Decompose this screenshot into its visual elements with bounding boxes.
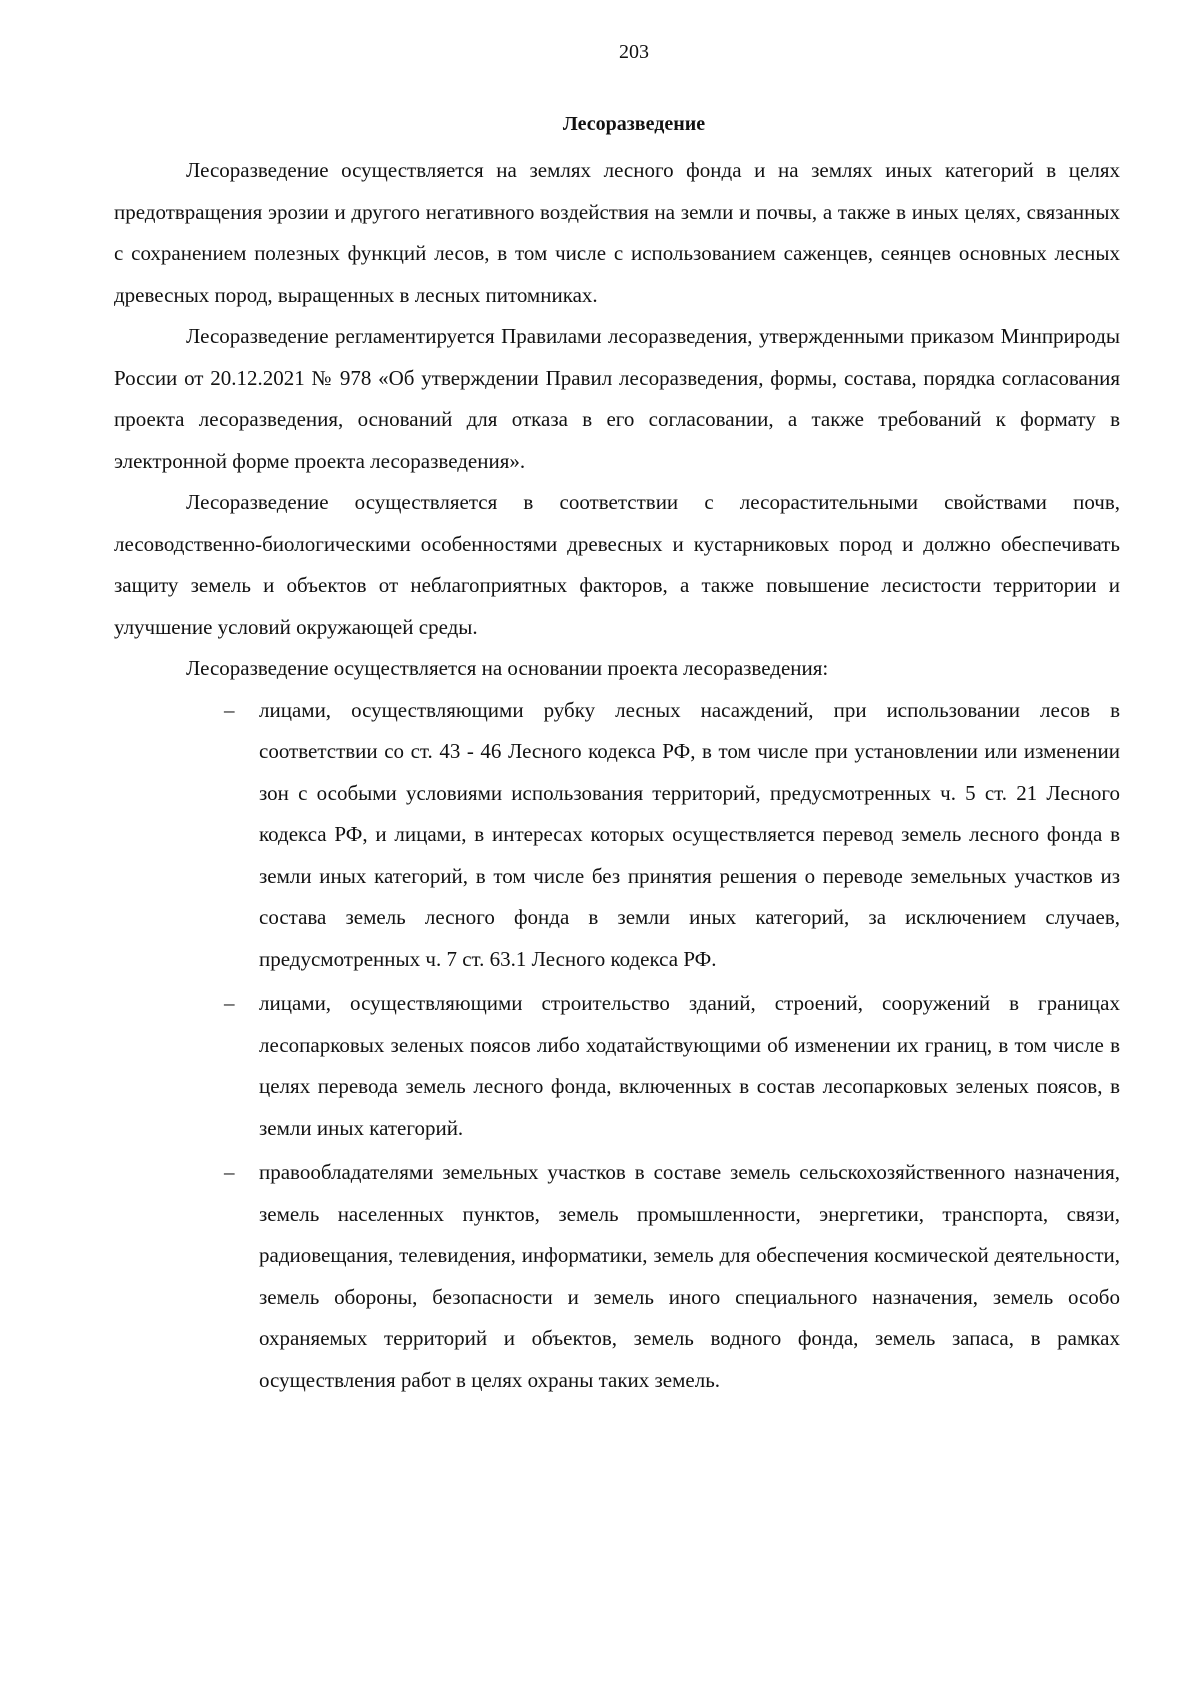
paragraph: Лесоразведение регламентируется Правилами лесоразведения, утвержденными приказом Минприроды России от 20.12.2021 № 978 «Об утверждении Правил лесоразведения, формы, состава, порядка согласования проекта лесоразведения, оснований для отказа в его согласовании, а также требований к формату в электронной форме проекта лесоразведения». — [114, 324, 1120, 473]
list-item-text: лицами, осуществляющими строительство зданий, строений, сооружений в границах лесопарковых зеленых поясов либо ходатайствующими об изменении их границ, в том числе в целях перевода земель лесного фонда, включенных в состав лесопарковых зеленых поясов, в земли иных категорий. — [259, 991, 1120, 1140]
list-item-text: правообладателями земельных участков в составе земель сельскохозяйственного назначения, земель населенных пунктов, земель промышленности, энергетики, транспорта, связи, радиовещания, телевидения, информатики, земель для обеспечения космической деятельности, земель обороны, безопасности и земель иного специального назначения, земель особо охраняемых территорий и объектов, земель водного фонда, земель запаса, в рамках осуществления работ в целях охраны таких земель. — [259, 1160, 1120, 1392]
dash-marker: – — [224, 991, 235, 1015]
section-heading: Лесоразведение — [562, 113, 706, 135]
paragraph: Лесоразведение осуществляется на землях лесного фонда и на землях иных категорий в целях предотвращения эрозии и другого негативного воздействия на земли и почвы, а также в иных целях, связанных с сохранением полезных функций лесов, в том числе с использованием саженцев, сеянцев основных лесных древесных пород, выращенных в лесных питомниках. — [114, 158, 1120, 307]
list-item-text: лицами, осуществляющими рубку лесных насаждений, при использовании лесов в соответствии со ст. 43 - 46 Лесного кодекса РФ, в том числе при установлении или изменении зон с особыми условиями использования территорий, предусмотренных ч. 5 ст. 21 Лесного кодекса РФ, и лицами, в интересах которых осуществляется перевод земель лесного фонда в земли иных категорий, в том числе без принятия решения о переводе земельных участков из состава земель лесного фонда в земли иных категорий, за исключением случаев, предусмотренных ч. 7 ст. 63.1 Лесного кодекса РФ. — [259, 697, 1120, 971]
dash-marker: – — [224, 697, 235, 722]
list-item — [114, 1152, 1120, 1401]
paragraph: Лесоразведение осуществляется в соответствии с лесорастительными свойствами почв, лесоводственно-биологическими особенностями древесных и кустарниковых пород и должно обеспечивать защиту земель и объектов от неблагоприятных факторов, а также повышение лесистости территории и улучшение условий окружающей среды. — [114, 490, 1120, 639]
page-number: 203 — [619, 41, 649, 63]
list-item — [114, 690, 1120, 981]
paragraph: Лесоразведение осуществляется на основании проекта лесоразведения: — [186, 656, 829, 680]
dash-marker: – — [224, 1160, 235, 1184]
bullet-list — [114, 690, 1120, 1402]
list-item — [114, 983, 1120, 1149]
